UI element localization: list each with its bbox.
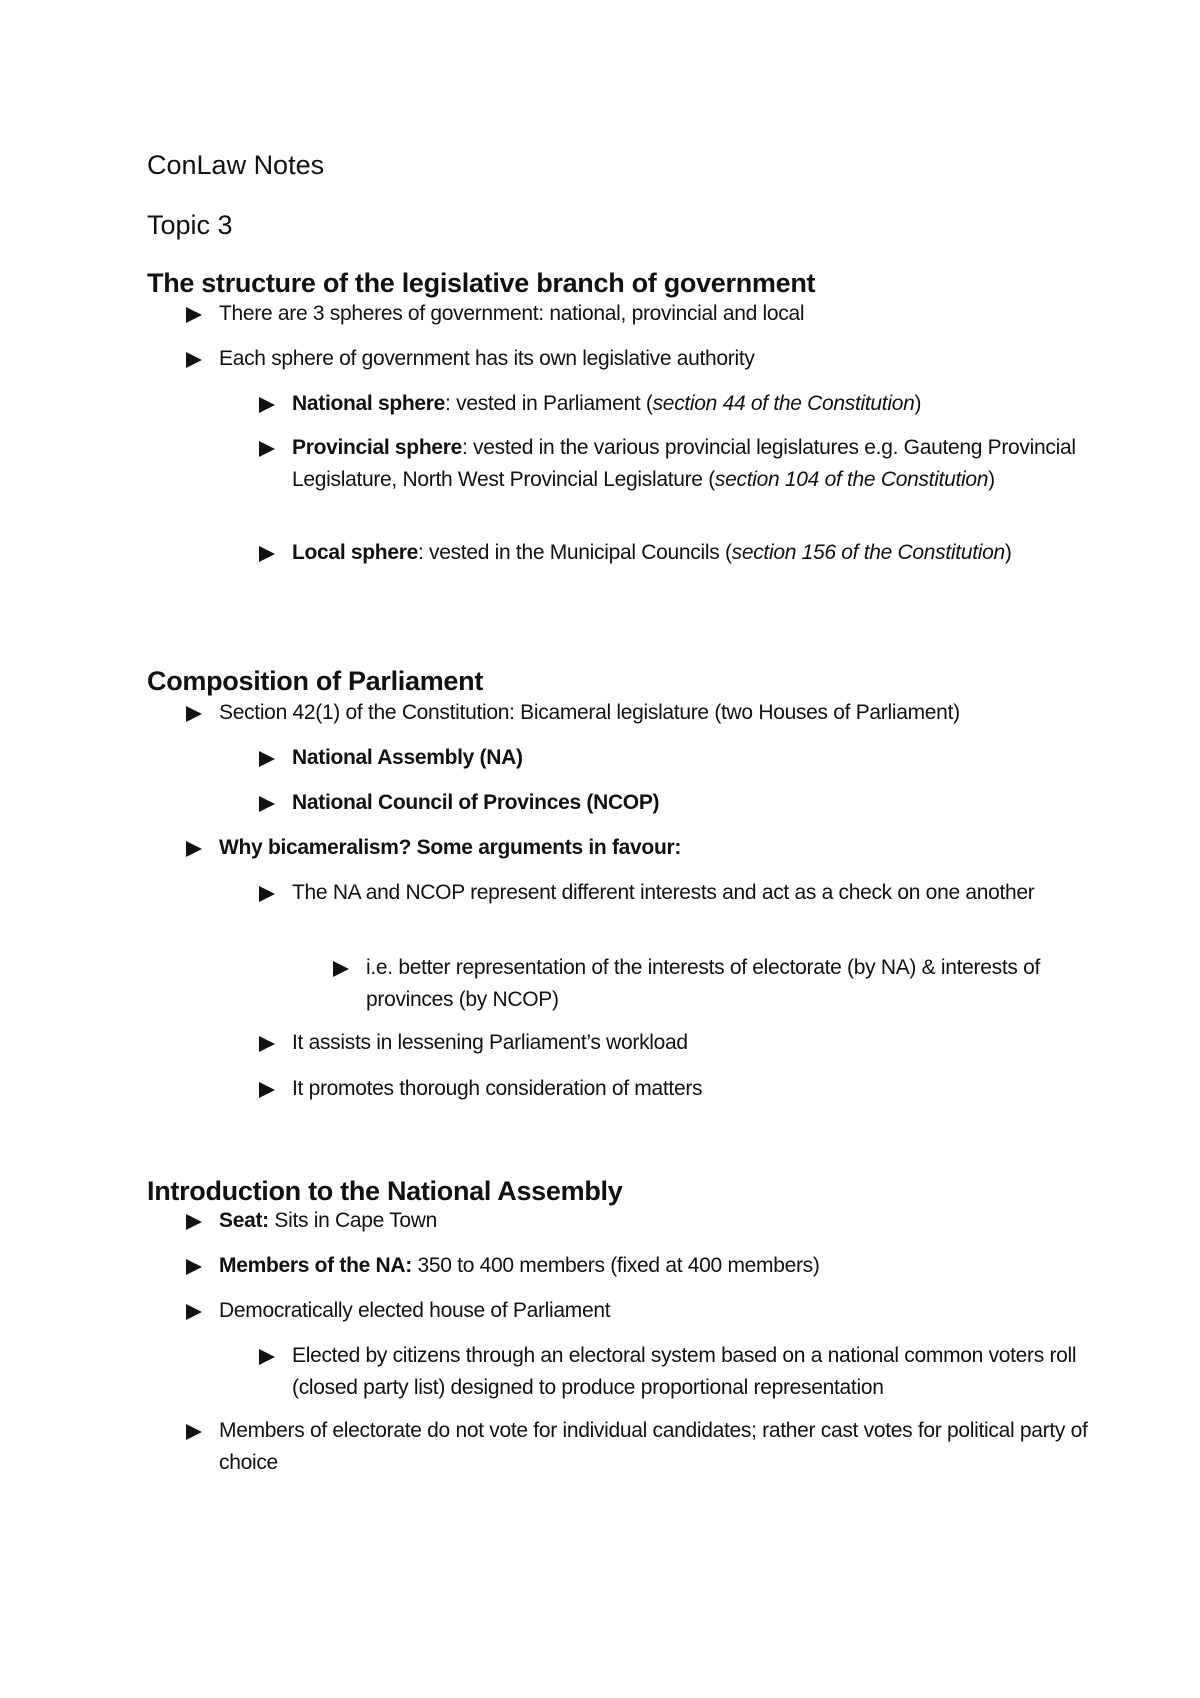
bullet-text: 350 to 400 members (fixed at 400 members): [411, 1254, 820, 1277]
arrow-bullet-icon: [259, 546, 275, 562]
bullet-check-on-one-another: [292, 877, 1092, 909]
bullet-better-representation: [366, 952, 1096, 1016]
bullet-label: Members of the NA:: [219, 1254, 412, 1277]
bullet-national-assembly: [292, 742, 1092, 774]
arrow-bullet-icon: [259, 796, 275, 812]
arrow-bullet-icon: [186, 1214, 202, 1230]
section-heading-legislative-structure: The structure of the legislative branch of government: [147, 268, 816, 298]
bullet-text: Why bicameralism? Some arguments in favour:: [219, 836, 682, 859]
bullet-ncop: [292, 787, 1092, 819]
bullet-text: : vested in the various provincial legislatures e.g. Gauteng Provincial Legislature, North West Provincial Legislature (: [292, 436, 1076, 491]
citation: section 44 of the Constitution: [652, 392, 915, 415]
arrow-bullet-icon: [259, 1036, 275, 1052]
arrow-bullet-icon: [259, 397, 275, 413]
citation: section 104 of the Constitution: [714, 468, 989, 491]
bullet-text: : vested in the Municipal Councils (: [417, 541, 732, 564]
bullet-party-vote: [219, 1415, 1099, 1479]
document-title: ConLaw Notes: [147, 150, 325, 180]
bullet-text: There are 3 spheres of government: national, provincial and local: [219, 302, 805, 325]
bullet-why-bicameralism: [219, 832, 1099, 864]
bullet-text: Elected by citizens through an electoral system based on a national common voters roll (closed party list) designed to produce proportional representation: [292, 1344, 1077, 1399]
arrow-bullet-icon: [259, 886, 275, 902]
bullet-provincial-sphere: [292, 432, 1092, 496]
bullet-local-sphere: [292, 537, 1092, 569]
bullet-text: National Assembly (NA): [292, 746, 523, 769]
bullet-thorough-consideration: [292, 1073, 1092, 1105]
bullet-text: The NA and NCOP represent different interests and act as a check on one another: [292, 881, 1035, 904]
bullet-text: National Council of Provinces (NCOP): [292, 791, 660, 814]
bullet-legislative-authority: [219, 343, 1099, 375]
arrow-bullet-icon: [259, 751, 275, 767]
bullet-label: National sphere: [292, 392, 446, 415]
bullet-text: Democratically elected house of Parliament: [219, 1299, 611, 1322]
arrow-bullet-icon: [186, 1304, 202, 1320]
bullet-bicameral: [219, 697, 1099, 729]
bullet-text: It promotes thorough consideration of matters: [292, 1077, 703, 1100]
bullet-text: Each sphere of government has its own legislative authority: [219, 347, 755, 370]
bullet-democratically-elected: [219, 1295, 1099, 1327]
arrow-bullet-icon: [186, 352, 202, 368]
arrow-bullet-icon: [186, 706, 202, 722]
bullet-label: Provincial sphere: [292, 436, 462, 459]
section-heading-composition: Composition of Parliament: [147, 666, 484, 696]
arrow-bullet-icon: [186, 841, 202, 857]
arrow-bullet-icon: [186, 307, 202, 323]
arrow-bullet-icon: [259, 1082, 275, 1098]
bullet-spheres: [219, 298, 1099, 330]
arrow-bullet-icon: [186, 1424, 202, 1440]
bullet-text-end: ): [988, 468, 995, 491]
bullet-label: Seat:: [219, 1209, 269, 1232]
bullet-national-sphere: [292, 388, 1092, 420]
arrow-bullet-icon: [259, 441, 275, 457]
bullet-members: [219, 1250, 1099, 1282]
bullet-text: Section 42(1) of the Constitution: Bicameral legislature (two Houses of Parliament): [219, 701, 960, 724]
bullet-electoral-system: [292, 1340, 1092, 1404]
arrow-bullet-icon: [333, 961, 349, 977]
bullet-text-end: ): [914, 392, 922, 415]
section-heading-national-assembly: Introduction to the National Assembly: [147, 1176, 623, 1206]
bullet-text: Sits in Cape Town: [268, 1209, 437, 1232]
topic-heading: Topic 3: [147, 210, 233, 240]
bullet-text: i.e. better representation of the interests of electorate (by NA) & interests of provinces (by NCOP): [366, 956, 1041, 1011]
citation: section 156 of the Constitution: [731, 541, 1005, 564]
bullet-text: It assists in lessening Parliament’s workload: [292, 1031, 688, 1054]
bullet-label: Local sphere: [292, 541, 418, 564]
arrow-bullet-icon: [186, 1259, 202, 1275]
bullet-text: Members of electorate do not vote for individual candidates; rather cast votes for political party of choice: [219, 1419, 1088, 1474]
bullet-text-end: ): [1004, 541, 1012, 564]
bullet-seat: [219, 1205, 1099, 1237]
bullet-text: : vested in Parliament (: [445, 392, 653, 415]
bullet-workload: [292, 1027, 1092, 1059]
arrow-bullet-icon: [259, 1349, 275, 1365]
